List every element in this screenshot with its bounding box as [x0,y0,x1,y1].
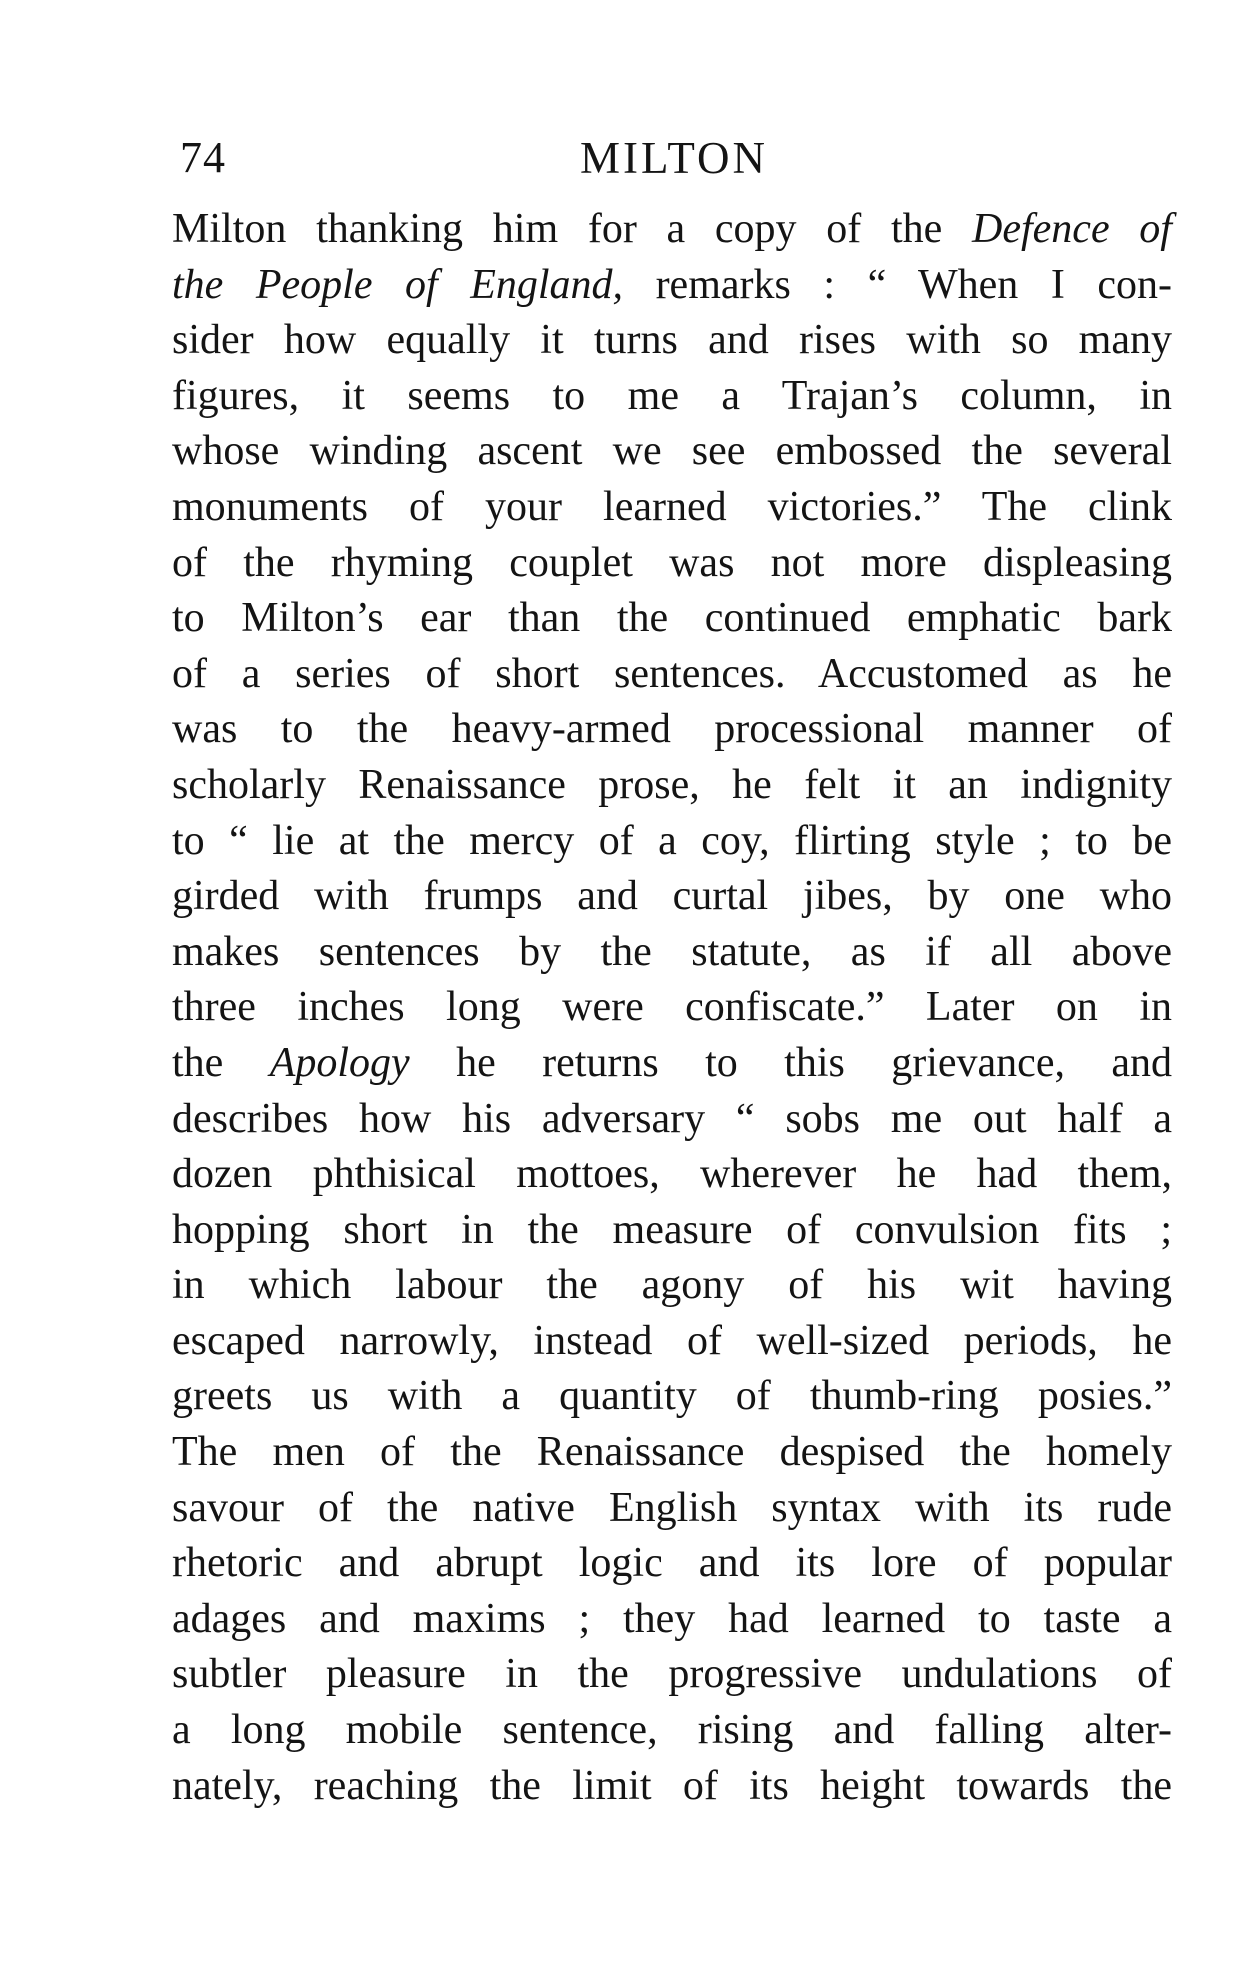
text-line: savour of the native English syntax with its rude [172,1484,1172,1531]
text-line: figures, it seems to me a Trajan’s column, in [172,372,1172,419]
page-number: 74 [180,133,226,182]
text-line: to Milton’s ear than the continued emphatic bark [172,595,1172,642]
text-line: Milton thanking him for a copy of the Defence of [172,206,1172,252]
text-line: three inches long were confiscate.” Later on in [172,984,1172,1031]
text-line: greets us with a quantity of thumb-ring posies.” [172,1373,1172,1420]
text-line: of a series of short sentences. Accustomed as he [172,650,1172,697]
text-line: the People of England, remarks : “ When I con- [172,261,1172,308]
page-header [180,128,1180,188]
text-line: to “ lie at the mercy of a coy, flirting style ; to be [172,817,1172,864]
text-line: makes sentences by the statute, as if all above [172,928,1172,975]
text-line: girded with frumps and curtal jibes, by one who [172,873,1172,920]
text-line: sider how equally it turns and rises with so many [172,317,1172,364]
text-line: whose winding ascent we see embossed the several [172,428,1172,475]
text-line: escaped narrowly, instead of well-sized periods, he [172,1317,1172,1364]
text-line: of the rhyming couplet was not more displeasing [172,539,1172,586]
text-line: in which labour the agony of his wit having [172,1262,1172,1309]
running-head: MILTON [580,133,769,183]
text-line: dozen phthisical mottoes, wherever he had them, [172,1151,1172,1198]
text-line: monuments of your learned victories.” The clink [172,483,1172,530]
body-paragraph [172,202,1172,1814]
text-line: describes how his adversary “ sobs me out half a [172,1095,1172,1142]
text-line: was to the heavy-armed processional manner of [172,706,1172,753]
text-line: adages and maxims ; they had learned to taste a [172,1595,1172,1642]
text-line: rhetoric and abrupt logic and its lore of popular [172,1540,1172,1587]
text-line: scholarly Renaissance prose, he felt it an indignity [172,761,1172,808]
text-line: nately, reaching the limit of its height towards the [172,1762,1172,1809]
text-line: subtler pleasure in the progressive undulations of [172,1651,1172,1698]
text-line: a long mobile sentence, rising and falling alter- [172,1707,1172,1754]
text-line: the Apology he returns to this grievance, and [172,1039,1172,1086]
text-line: hopping short in the measure of convulsion fits ; [172,1206,1172,1253]
text-line: The men of the Renaissance despised the homely [172,1429,1172,1476]
